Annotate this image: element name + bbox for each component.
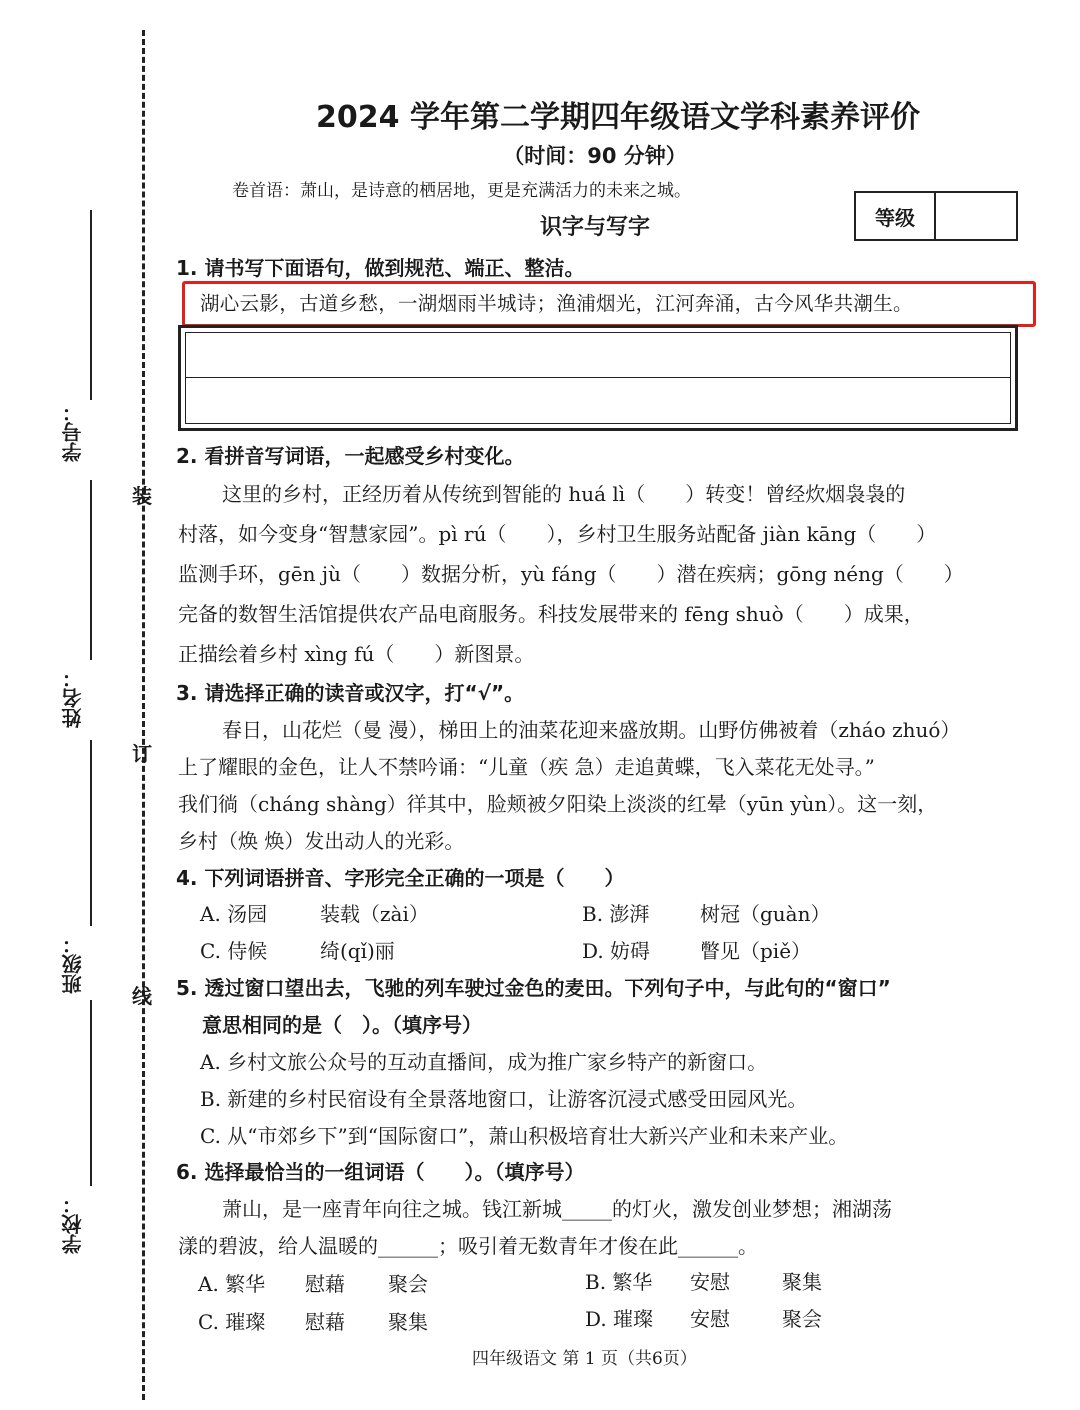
class-label: 班级： [61, 934, 85, 994]
q4-title: 4. 下列词语拼音、字形完全正确的一项是（ ） [176, 866, 625, 890]
q6-title: 6. 选择最恰当的一组词语（ ）。（填序号） [176, 1160, 585, 1184]
q4-option-a-word: 装载（zài） [320, 902, 429, 926]
name-label: 姓名： [61, 668, 85, 728]
q6-option-b-key: B. 繁华 [585, 1270, 653, 1294]
q2-line: 完备的数智生活馆提供农产品电商服务。科技发展带来的 fēng shuò（ ）成果， [178, 602, 924, 626]
q4-option-c-key: C. 侍候 [200, 939, 268, 963]
exam-time: （时间：90 分钟） [503, 144, 687, 168]
q6-option-b-w2: 聚集 [782, 1270, 822, 1294]
q4-option-a-key: A. 汤园 [200, 902, 268, 926]
section-title: 识字与写字 [539, 215, 650, 240]
binding-char-xian: 线 [132, 984, 152, 1008]
q1-writing-box[interactable] [178, 325, 1018, 431]
q4-option-c-word: 绮(qǐ)丽 [320, 939, 395, 963]
school-line [90, 1000, 92, 1186]
q2-line: 正描绘着乡村 xìng fú（ ）新图景。 [178, 642, 535, 666]
q2-title: 2. 看拼音写词语，一起感受乡村变化。 [176, 444, 525, 468]
writing-box-divider [185, 377, 1011, 378]
exam-title: 2024 学年第二学期四年级语文学科素养评价 [316, 100, 920, 135]
writing-box-inner [185, 332, 1011, 424]
q3-title: 3. 请选择正确的读音或汉字，打“√”。 [176, 681, 525, 705]
school-label: 学校： [61, 1194, 85, 1254]
q3-line: 上了耀眼的金色，让人不禁吟诵：“儿童（疾 急）走追黄蝶，飞入菜花无处寻。” [178, 755, 875, 779]
q6-line: 萧山，是一座青年向往之城。钱江新城_____的灯火，激发创业梦想；湘湖荡 [222, 1197, 892, 1221]
q2-line: 村落，如今变身“智慧家园”。pì rú（ ），乡村卫生服务站配备 jiàn kāng（ ） [178, 522, 937, 546]
q6-option-a-w1: 慰藉 [305, 1272, 345, 1296]
q6-option-d-w2: 聚会 [782, 1307, 822, 1331]
q1-sentence: 湖心云影，古道乡愁，一湖烟雨半城诗；渔浦烟光，江河奔涌，古今风华共潮生。 [200, 292, 913, 315]
page-footer: 四年级语文 第 1 页（共6页） [472, 1349, 697, 1369]
q6-option-c-w2: 聚集 [388, 1310, 428, 1334]
student-id-label: 学号： [61, 402, 85, 462]
q5-title-cont: 意思相同的是（ ）。（填序号） [202, 1013, 482, 1037]
q4-option-b-key: B. 澎湃 [582, 902, 650, 926]
q6-line: 漾的碧波，给人温暖的______；吸引着无数青年才俊在此______。 [178, 1234, 758, 1258]
q6-option-d-w1: 安慰 [690, 1307, 730, 1331]
q5-title: 5. 透过窗口望出去，飞驰的列车驶过金色的麦田。下列句子中，与此句的“窗口” [176, 976, 891, 1000]
q6-option-d-key: D. 璀璨 [585, 1307, 654, 1331]
grade-label: 等级 [856, 193, 936, 239]
q6-option-a-w2: 聚会 [388, 1272, 428, 1296]
class-line [90, 740, 92, 926]
exam-intro: 卷首语：萧山，是诗意的栖居地，更是充满活力的未来之城。 [232, 181, 691, 201]
q2-line: 监测手环，gēn jù（ ）数据分析，yù fáng（ ）潜在疾病；gōng néng（ ） [178, 562, 964, 586]
q3-line: 春日，山花烂（曼 漫），梯田上的油菜花迎来盛放期。山野仿佛被着（zháo zhuó） [222, 718, 961, 742]
name-line [90, 480, 92, 660]
q5-option-a: A. 乡村文旅公众号的互动直播间，成为推广家乡特产的新窗口。 [200, 1050, 768, 1074]
q6-option-a-key: A. 繁华 [198, 1272, 266, 1296]
q5-option-b: B. 新建的乡村民宿设有全景落地窗口，让游客沉浸式感受田园风光。 [200, 1087, 808, 1111]
q2-line: 这里的乡村，正经历着从传统到智能的 huá lì（ ）转变！曾经炊烟袅袅的 [222, 482, 906, 506]
q4-option-b-word: 树冠（guàn） [700, 902, 831, 926]
q6-option-c-key: C. 璀璨 [198, 1310, 266, 1334]
binding-char-ding: 订 [132, 742, 152, 766]
q1-title: 1. 请书写下面语句，做到规范、端正、整洁。 [176, 256, 585, 280]
binding-char-zhuang: 装 [132, 484, 152, 508]
q4-option-d-word: 瞥见（piě） [700, 939, 812, 963]
q6-option-c-w1: 慰藉 [305, 1310, 345, 1334]
q6-option-b-w1: 安慰 [690, 1270, 730, 1294]
grade-field[interactable] [936, 193, 1016, 239]
q3-line: 乡村（焕 焕）发出动人的光彩。 [178, 829, 465, 853]
grade-box [854, 191, 1018, 241]
q3-line: 我们徜（cháng shàng）徉其中，脸颊被夕阳染上淡淡的红晕（yūn yùn）。这一刻， [178, 792, 938, 816]
q4-option-d-key: D. 妨碍 [582, 939, 651, 963]
q5-option-c: C. 从“市郊乡下”到“国际窗口”，萧山积极培育壮大新兴产业和未来产业。 [200, 1124, 849, 1148]
